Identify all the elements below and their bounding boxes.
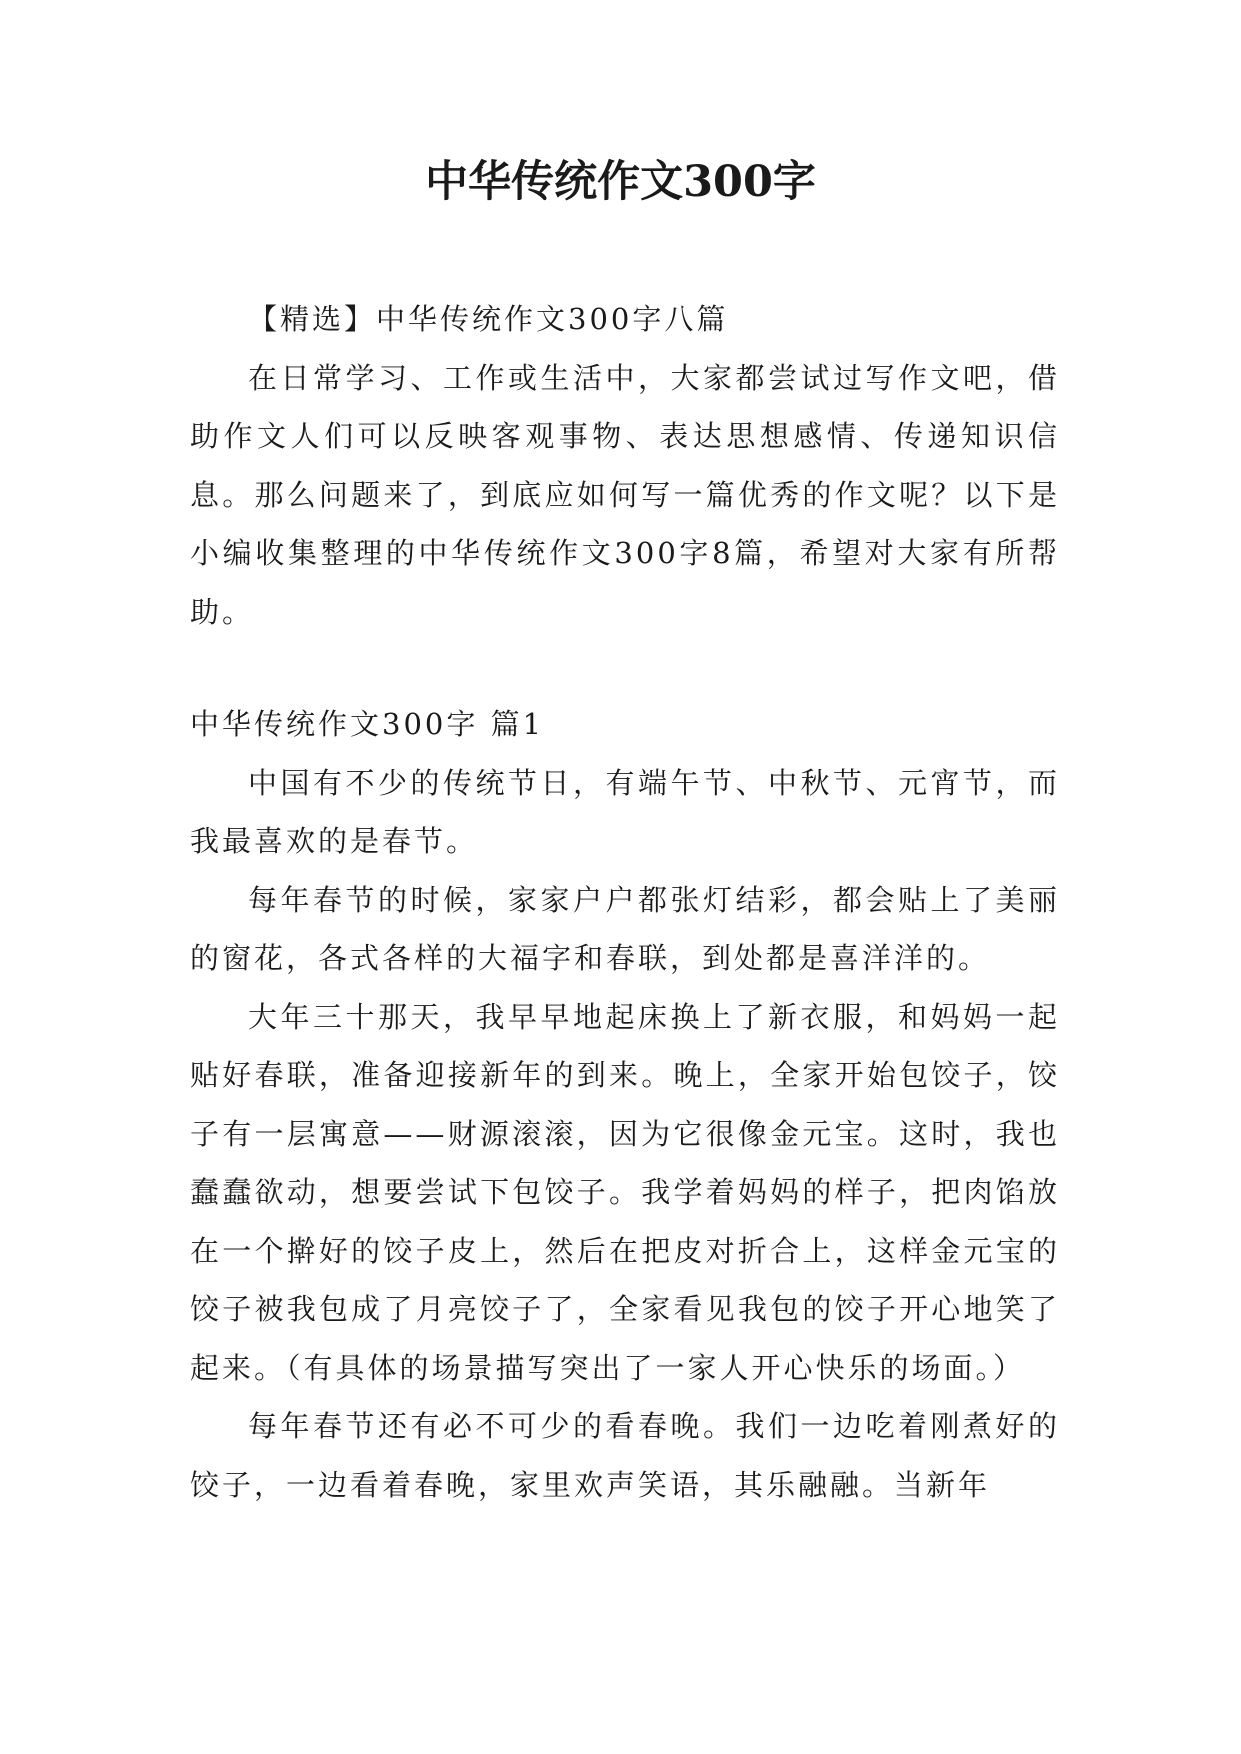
- paragraph-4: 每年春节还有必不可少的看春晚。我们一边吃着刚煮好的饺子，一边看着春晚，家里欢声笑语，其乐融融。当新年: [190, 1409, 1060, 1502]
- intro-paragraph: 在日常学习、工作或生活中，大家都尝试过写作文吧，借助作文人们可以反映客观事物、表达思想感情、传递知识信息。那么问题来了，到底应如何写一篇优秀的作文呢？以下是小编收集整理的中华传统作文300字8篇，希望对大家有所帮助。: [190, 360, 1060, 629]
- document-body: [190, 290, 1060, 1514]
- document-subtitle: 【精选】中华传统作文300字八篇: [248, 302, 729, 336]
- section-heading: 中华传统作文300字 篇1: [190, 707, 545, 741]
- paragraph-3: 大年三十那天，我早早地起床换上了新衣服，和妈妈一起贴好春联，准备迎接新年的到来。晚上，全家开始包饺子，饺子有一层寓意——财源滚滚，因为它很像金元宝。这时，我也蠢蠢欲动，想要尝试下包饺子。我学着妈妈的样子，把肉馅放在一个擀好的饺子皮上，然后在把皮对折合上，这样金元宝的饺子被我包成了月亮饺子了，全家看见我包的饺子开心地笑了起来。（有具体的场景描写突出了一家人开心快乐的场面。）: [190, 999, 1060, 1385]
- paragraph-2: 每年春节的时候，家家户户都张灯结彩，都会贴上了美丽的窗花，各式各样的大福字和春联，到处都是喜洋洋的。: [190, 882, 1060, 975]
- page-title: 中华传统作文300字: [425, 157, 816, 207]
- paragraph-1: 中国有不少的传统节日，有端午节、中秋节、元宵节，而我最喜欢的是春节。: [190, 765, 1060, 858]
